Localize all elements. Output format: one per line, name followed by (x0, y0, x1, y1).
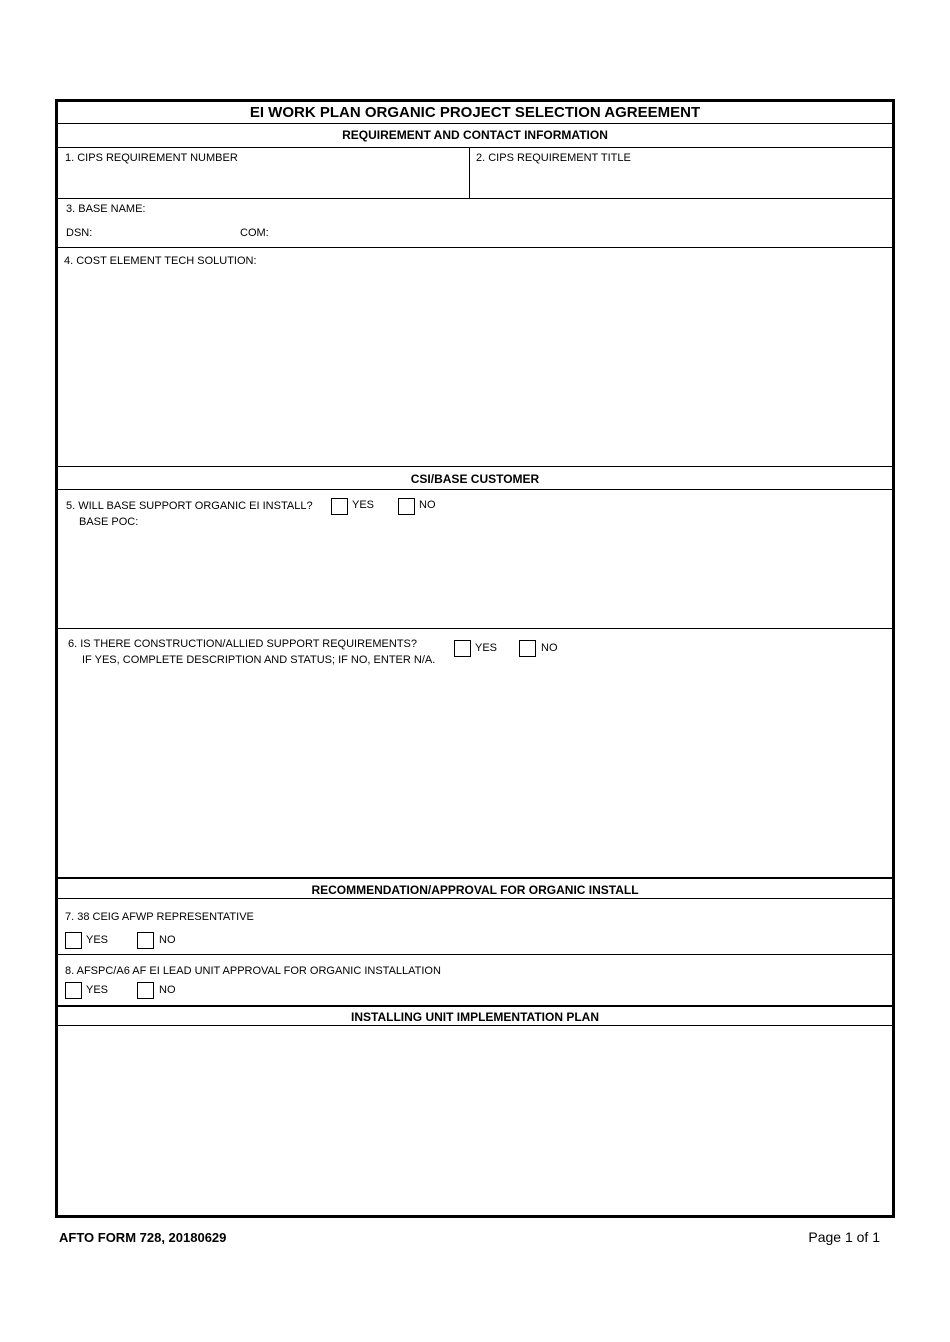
field-5-no-checkbox[interactable] (398, 498, 415, 515)
divider (58, 489, 892, 490)
base-poc-label: BASE POC: (79, 516, 139, 528)
field-8-yes-label: YES (86, 984, 109, 996)
field-8-no-label: NO (159, 984, 176, 996)
divider (58, 898, 892, 899)
dsn-label: DSN: (66, 227, 93, 239)
field-7-no-checkbox[interactable] (137, 932, 154, 949)
field-8-yes-checkbox[interactable] (65, 982, 82, 999)
field-6-yes-label: YES (475, 642, 498, 654)
divider (58, 198, 892, 199)
field-6-no-checkbox[interactable] (519, 640, 536, 657)
divider-vertical (469, 147, 470, 198)
field-6-yes-checkbox[interactable] (454, 640, 471, 657)
divider (58, 147, 892, 148)
section-header-recommendation: RECOMMENDATION/APPROVAL FOR ORGANIC INSTALL (311, 883, 639, 897)
divider (58, 247, 892, 248)
field-7-no-label: NO (159, 934, 176, 946)
field-5-no-label: NO (419, 499, 436, 511)
page-number: Page 1 of 1 (808, 1229, 880, 1245)
section-header-customer: CSI/BASE CUSTOMER (410, 472, 540, 486)
field-8-no-checkbox[interactable] (137, 982, 154, 999)
form-frame (55, 99, 895, 1218)
field-5-yes-label: YES (352, 499, 375, 511)
field-8-label: 8. AFSPC/A6 AF EI LEAD UNIT APPROVAL FOR ORGANIC INSTALLATION (65, 965, 441, 977)
field-7-label: 7. 38 CEIG AFWP REPRESENTATIVE (65, 911, 254, 923)
field-6-label: 6. IS THERE CONSTRUCTION/ALLIED SUPPORT REQUIREMENTS? (68, 638, 418, 650)
field-7-yes-label: YES (86, 934, 109, 946)
form-title: EI WORK PLAN ORGANIC PROJECT SELECTION AGREEMENT (249, 104, 701, 121)
field-5-label: 5. WILL BASE SUPPORT ORGANIC EI INSTALL? (66, 500, 313, 512)
field-1-label: 1. CIPS REQUIREMENT NUMBER (65, 152, 238, 164)
form-id: AFTO FORM 728, 20180629 (59, 1230, 227, 1245)
divider (58, 877, 892, 879)
section-header-implementation: INSTALLING UNIT IMPLEMENTATION PLAN (351, 1010, 599, 1024)
implementation-plan-area[interactable] (58, 1026, 892, 1215)
field-3-label: 3. BASE NAME: (66, 203, 146, 215)
section-header-requirement: REQUIREMENT AND CONTACT INFORMATION (342, 128, 608, 142)
field-4-label: 4. COST ELEMENT TECH SOLUTION: (64, 255, 257, 267)
field-6-sublabel: IF YES, COMPLETE DESCRIPTION AND STATUS; IF NO, ENTER N/A. (82, 654, 436, 666)
divider (58, 123, 892, 124)
com-label: COM: (240, 227, 269, 239)
divider (58, 1005, 892, 1007)
field-7-yes-checkbox[interactable] (65, 932, 82, 949)
divider (58, 466, 892, 467)
field-2-label: 2. CIPS REQUIREMENT TITLE (476, 152, 631, 164)
divider (58, 628, 892, 629)
divider (58, 954, 892, 955)
field-6-no-label: NO (541, 642, 558, 654)
field-5-yes-checkbox[interactable] (331, 498, 348, 515)
